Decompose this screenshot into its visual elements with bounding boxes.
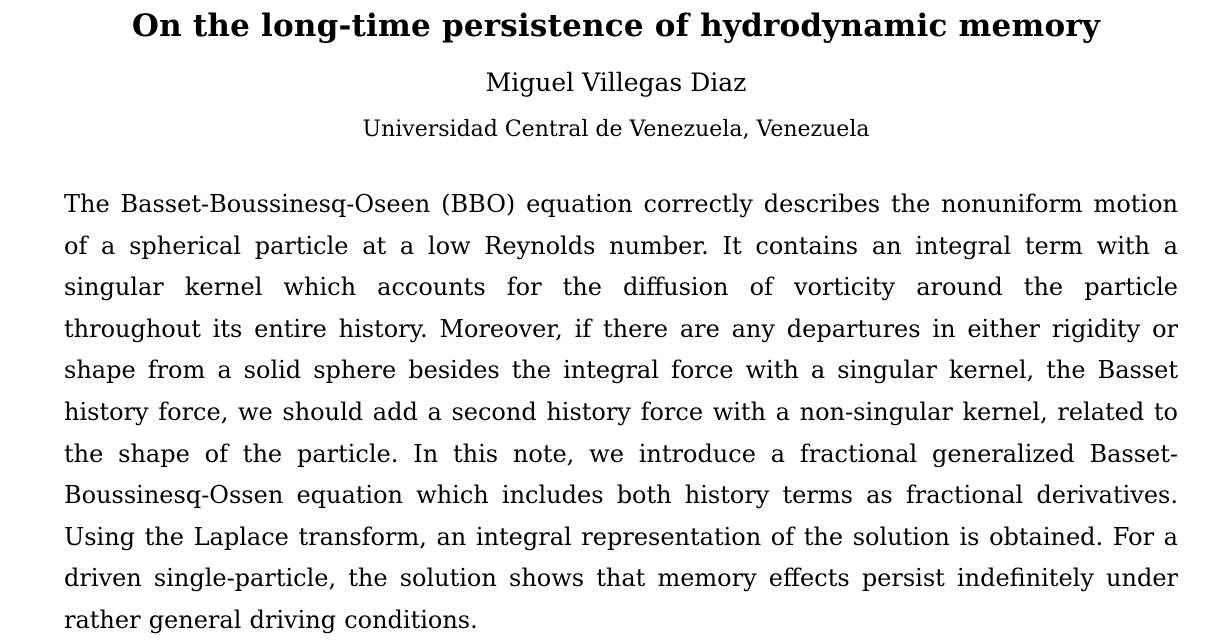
paper-abstract: The Basset-Boussinesq-Oseen (BBO) equation correctly describes the nonuniform motion of a spherical particle at a low Reynolds number. It contains an integral term with a singular kernel which accounts for the diffusion of vorticity around the particle throughout its entire history. Moreover, if there are any departures in either rigidity or shape from a solid sphere besides the integral force with a singular kernel, the Basset history force, we should add a second history force with a non-singular kernel, related to the shape of the particle. In this note, we introduce a fractional generalized Basset-Boussinesq-Ossen equation which includes both history terms as fractional derivatives. Using the Laplace transform, an integral representation of the solution is obtained. For a driven single-particle, the solution shows that memory effects persist indefinitely under rather general driving conditions.: [64, 190, 1178, 634]
paper-title: On the long-time persistence of hydrodynamic memory: [131, 8, 1101, 44]
paper-affiliation: Universidad Central de Venezuela, Venezuela: [362, 117, 870, 142]
paper-author: Miguel Villegas Diaz: [485, 68, 747, 97]
